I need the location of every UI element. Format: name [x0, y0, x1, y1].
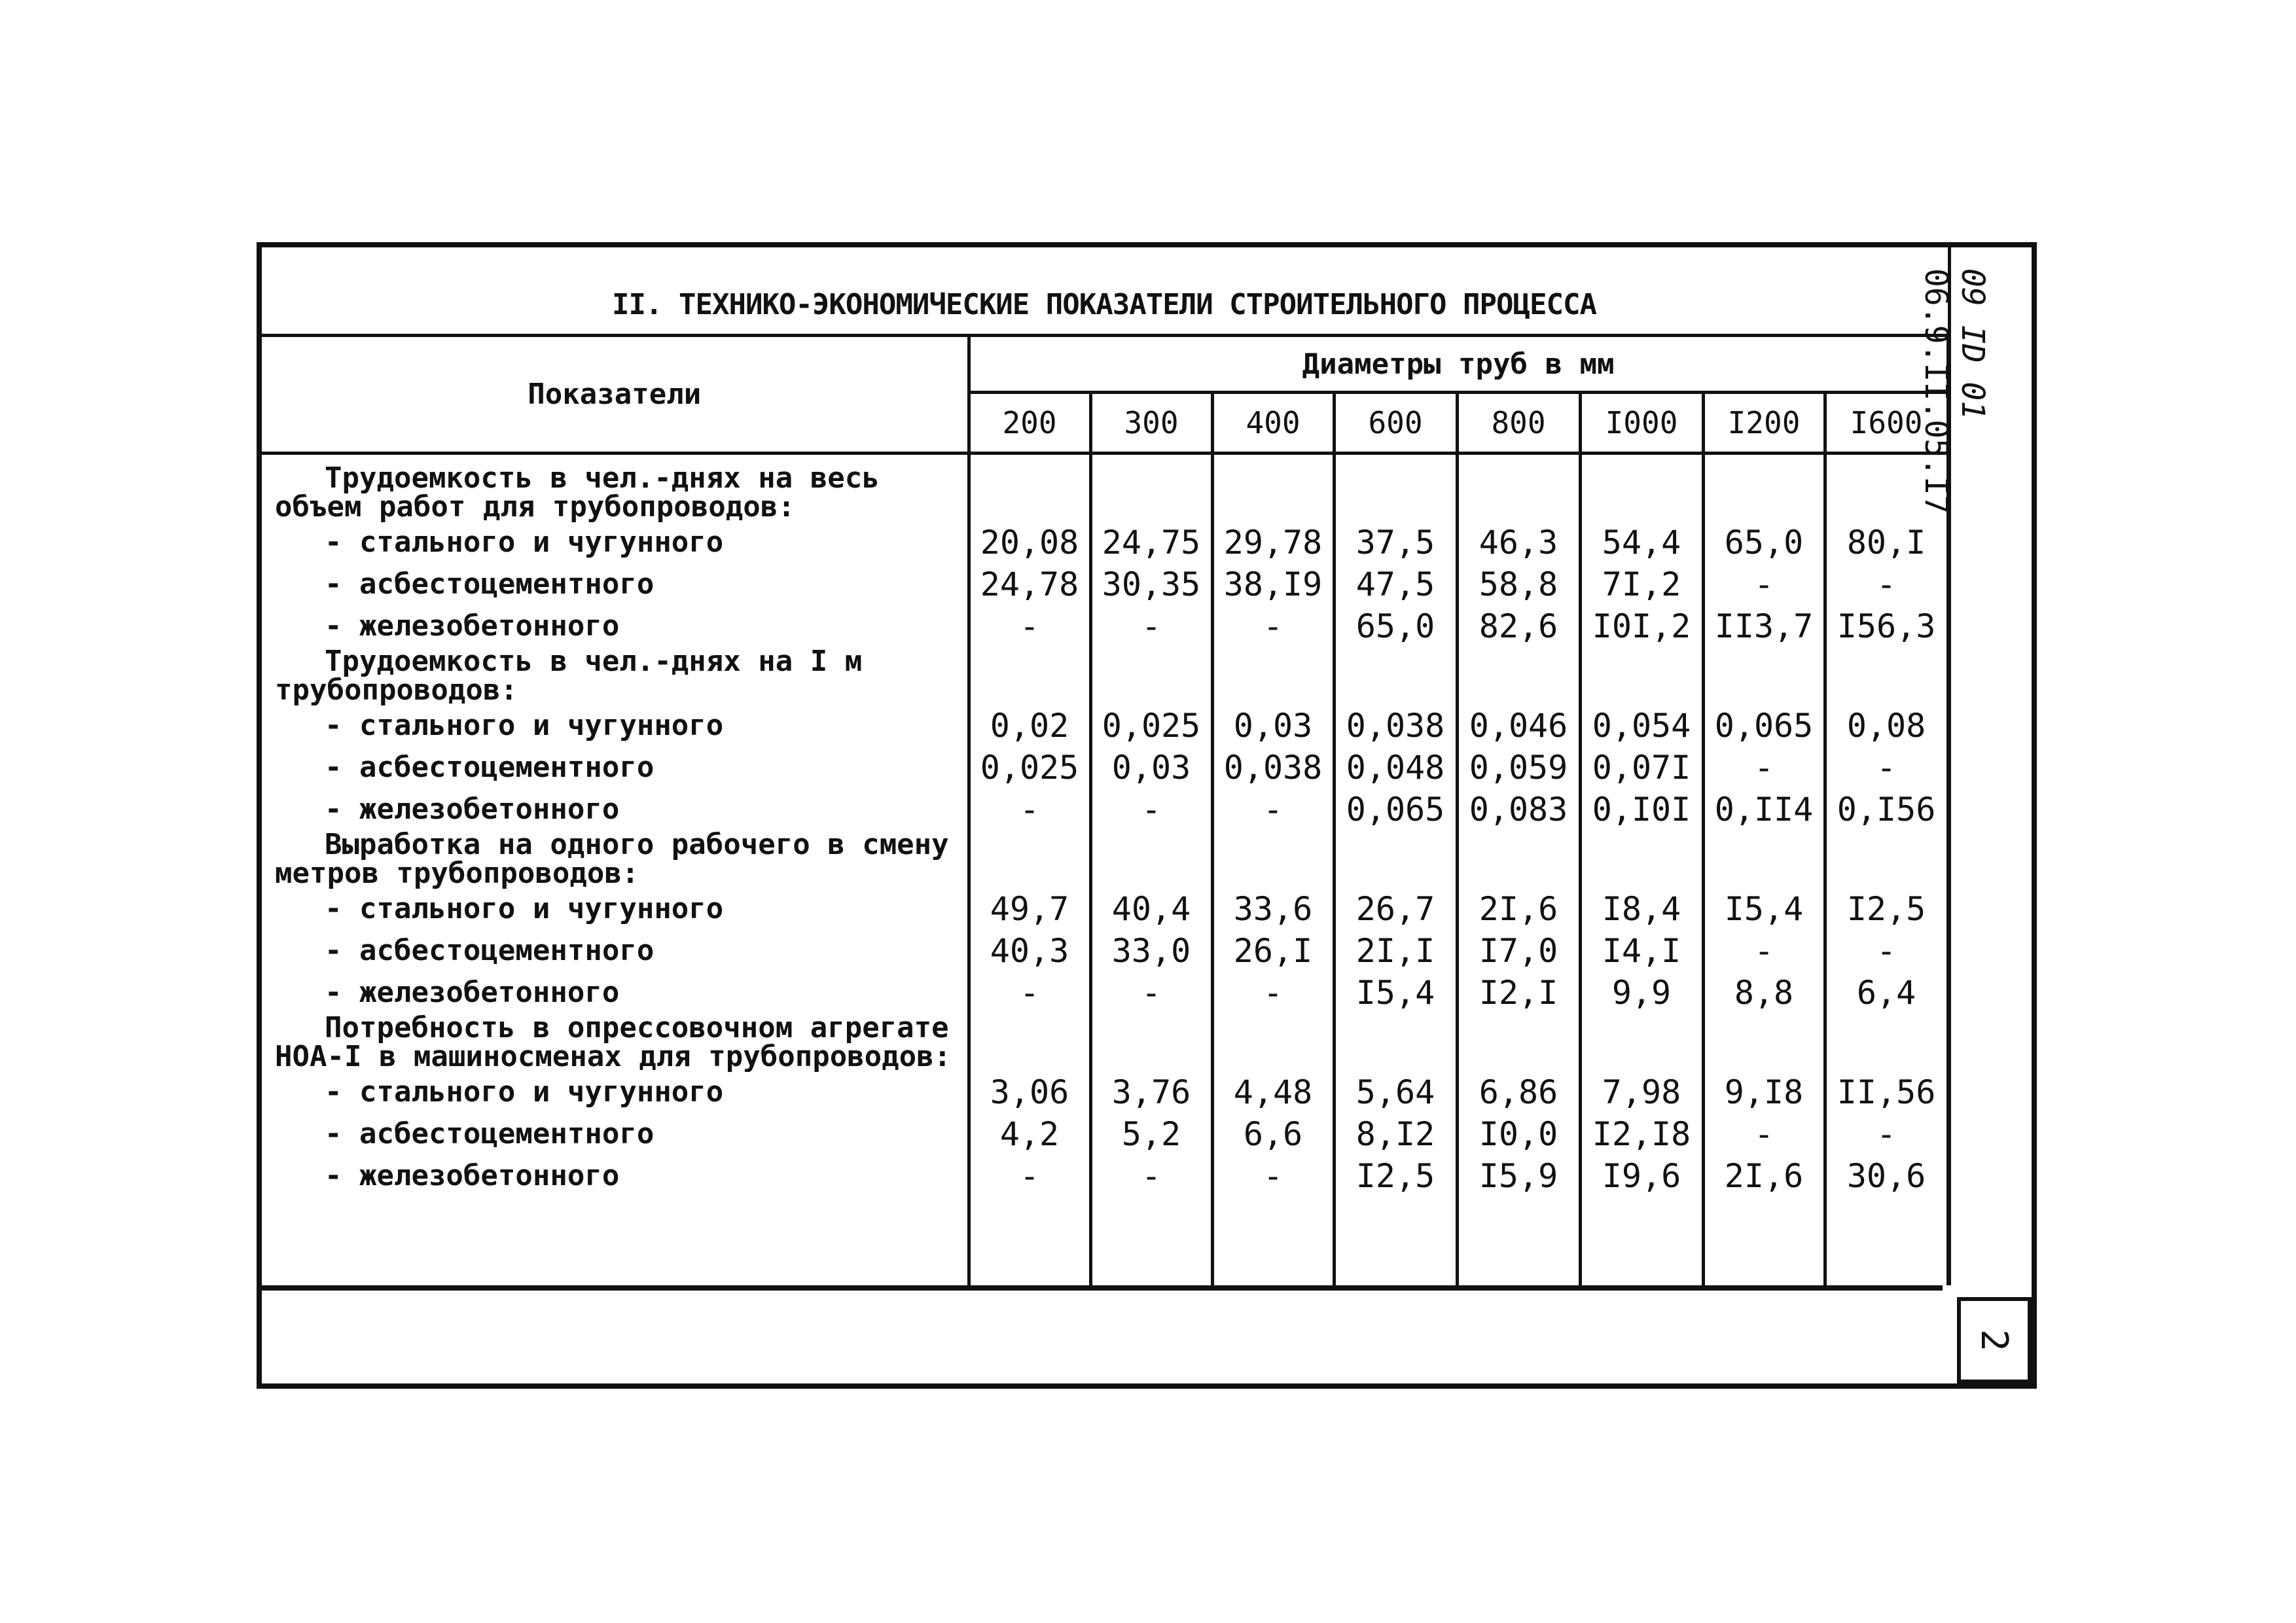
table-cell: 7,98 [1602, 1073, 1681, 1111]
table-cell: 0,I0I [1592, 791, 1691, 829]
spacer [1582, 1014, 1702, 1043]
values-column-1000 [1580, 454, 1703, 1286]
spacer [1705, 859, 1823, 888]
group-title-line: НОА-I в машиносменах для трубопроводов: [275, 1040, 952, 1073]
spacer [1336, 493, 1456, 522]
table-cell: 26,7 [1355, 890, 1435, 928]
group-title-line: трубопроводов: [275, 673, 518, 707]
table-cell: - [1876, 1115, 1897, 1153]
spacer [1092, 455, 1211, 464]
spacer [971, 455, 1089, 464]
spacer [262, 1197, 967, 1285]
table-cell: 46,3 [1479, 524, 1558, 562]
spacer [1336, 830, 1456, 859]
table-cell: 65,0 [1724, 524, 1804, 562]
spacer [1336, 647, 1456, 676]
spacer [971, 493, 1089, 522]
spacer [1214, 1197, 1333, 1285]
spacer [1705, 1197, 1823, 1285]
table-cell: - [1141, 1157, 1162, 1195]
table-cell: I2,5 [1355, 1157, 1435, 1195]
values-column-200 [969, 454, 1090, 1286]
table-cell: 65,0 [1355, 607, 1435, 645]
table-cell: - [1876, 749, 1897, 787]
values-column-400 [1212, 454, 1334, 1286]
row-label: - железобетонного [325, 1159, 620, 1192]
table-cell: 6,6 [1243, 1115, 1303, 1153]
labels-column [262, 454, 969, 1286]
spacer [1459, 1197, 1579, 1285]
row-label: - стального и чугунного [325, 709, 724, 742]
spacer [1092, 1014, 1211, 1043]
table-cell: I8,4 [1602, 890, 1681, 928]
spacer [971, 830, 1089, 859]
row-label: - железобетонного [325, 976, 620, 1009]
table-cell: 30,6 [1846, 1157, 1926, 1195]
table-cell: 40,3 [990, 932, 1069, 970]
spacer [1214, 830, 1333, 859]
spacer [1459, 493, 1579, 522]
table-cell: 26,I [1233, 932, 1313, 970]
table-cell: - [1876, 565, 1897, 603]
spacer [1582, 1043, 1702, 1071]
spacer [1214, 1043, 1333, 1071]
table-cell: 0,048 [1346, 749, 1445, 787]
spacer [1092, 859, 1211, 888]
table-cell: 0,038 [1223, 749, 1323, 787]
table-cell: 0,054 [1592, 707, 1691, 745]
table-cell: 7I,2 [1602, 565, 1681, 603]
column-header: 300 [1090, 393, 1212, 454]
row-label: - стального и чугунного [325, 1075, 724, 1109]
table-cell: 82,6 [1479, 607, 1558, 645]
spacer [1459, 859, 1579, 888]
table-cell: 24,78 [980, 565, 1079, 603]
table-cell: 0,03 [1111, 749, 1191, 787]
section-title: II. ТЕХНИКО-ЭКОНОМИЧЕСКИЕ ПОКАЗАТЕЛИ СТРОИТЕЛЬНОГО ПРОЦЕССА [612, 288, 1596, 321]
indicators-table [262, 334, 1950, 1285]
spacer [971, 1043, 1089, 1071]
row-label: - асбестоцементного [325, 934, 655, 967]
table-bottom-border [257, 1285, 1943, 1291]
group-title-line: Выработка на одного рабочего в смену [325, 828, 949, 861]
table-cell: 8,8 [1734, 974, 1794, 1012]
spacer [1336, 464, 1456, 493]
row-label: - железобетонного [325, 793, 620, 826]
spacer [1336, 1197, 1456, 1285]
table-cell: - [1141, 607, 1162, 645]
spacer [1705, 1014, 1823, 1043]
table-cell: 0,059 [1469, 749, 1568, 787]
spacer [1582, 859, 1702, 888]
table-cell: - [1753, 1115, 1774, 1153]
group-title-line: Трудоемкость в чел.-днях на I м [325, 645, 863, 678]
table-cell: I0,0 [1479, 1115, 1558, 1153]
spacer [1582, 1197, 1702, 1285]
spacer [1582, 464, 1702, 493]
group-title-line: метров трубопроводов: [275, 857, 639, 890]
table-cell: - [1753, 932, 1774, 970]
spacer [1092, 647, 1211, 676]
spacer [1582, 647, 1702, 676]
table-cell: 3,76 [1111, 1073, 1191, 1111]
table-cell: - [1263, 1157, 1283, 1195]
spacer [1336, 1014, 1456, 1043]
table-cell: 33,6 [1233, 890, 1313, 928]
table-cell: 33,0 [1111, 932, 1191, 970]
column-header: I600 [1825, 393, 1948, 454]
page-number-box [1957, 1297, 2032, 1383]
page-number: 2 [1973, 1329, 2016, 1351]
spacer [1705, 455, 1823, 464]
spacer [1705, 493, 1823, 522]
table-cell: 5,64 [1355, 1073, 1435, 1111]
spacer [1214, 647, 1333, 676]
table-cell: 37,5 [1355, 524, 1435, 562]
table-cell: 24,75 [1102, 524, 1201, 562]
spacer [971, 1014, 1089, 1043]
spacer [1827, 830, 1946, 859]
table-cell: 5,2 [1121, 1115, 1181, 1153]
row-label: - асбестоцементного [325, 567, 655, 601]
spacer [1459, 830, 1579, 859]
table-cell: 9,9 [1611, 974, 1672, 1012]
row-label: - асбестоцементного [325, 751, 655, 784]
spacer [1827, 1043, 1946, 1071]
table-cell: - [1753, 565, 1774, 603]
table-cell: - [1019, 974, 1040, 1012]
values-column-1600 [1825, 454, 1948, 1286]
table-cell: 0,02 [990, 707, 1069, 745]
table-cell: 0,I56 [1837, 791, 1936, 829]
code-printed: 06.9.II.05.I7 [1918, 268, 1954, 514]
table-cell: 0,025 [980, 749, 1079, 787]
row-label: - стального и чугунного [325, 526, 724, 559]
table-cell: 4,2 [999, 1115, 1060, 1153]
spacer [1705, 830, 1823, 859]
table-cell: I2,5 [1846, 890, 1926, 928]
table-cell: I2,I [1479, 974, 1558, 1012]
table-cell: - [1263, 974, 1283, 1012]
table-cell: 2I,I [1355, 932, 1435, 970]
table-cell: 38,I9 [1223, 565, 1323, 603]
table-cell: II3,7 [1714, 607, 1814, 645]
column-header: I000 [1580, 393, 1703, 454]
spacer [1459, 647, 1579, 676]
table-cell: 4,48 [1233, 1073, 1313, 1111]
code-handwritten: 09 ID 01 [1954, 268, 1991, 420]
spacer [1705, 464, 1823, 493]
table-cell: 2I,6 [1724, 1157, 1804, 1195]
spacer [1214, 1014, 1333, 1043]
table-cell: 0,07I [1592, 749, 1691, 787]
table-cell: 30,35 [1102, 565, 1201, 603]
spacer [971, 676, 1089, 705]
spacer [1092, 493, 1211, 522]
table-cell: - [1019, 607, 1040, 645]
table-cell: 0,046 [1469, 707, 1568, 745]
column-header: 800 [1457, 393, 1580, 454]
column-header: 200 [969, 393, 1090, 454]
spacer [1336, 859, 1456, 888]
table-cell: 3,06 [990, 1073, 1069, 1111]
spacer [1092, 464, 1211, 493]
spacer [1827, 1197, 1946, 1285]
values-column-1200 [1703, 454, 1825, 1286]
spacer [1459, 464, 1579, 493]
group-title-line: объем работ для трубопроводов: [275, 490, 795, 524]
table-cell: 80,I [1846, 524, 1926, 562]
table-cell: 8,I2 [1355, 1115, 1435, 1153]
table-cell: I9,6 [1602, 1157, 1681, 1195]
group-title-line: Потребность в опрессовочном агрегате [325, 1011, 949, 1044]
header-indicators: Показатели [262, 336, 969, 454]
table-cell: 29,78 [1223, 524, 1323, 562]
spacer [1582, 676, 1702, 705]
values-column-800 [1457, 454, 1580, 1286]
table-cell: 54,4 [1602, 524, 1681, 562]
spacer [1214, 676, 1333, 705]
spacer [1827, 676, 1946, 705]
spacer [1705, 1043, 1823, 1071]
table-cell: - [1019, 1157, 1040, 1195]
document-frame [257, 242, 2037, 1389]
values-column-300 [1090, 454, 1212, 1286]
row-label: - железобетонного [325, 609, 620, 643]
spacer [1092, 1043, 1211, 1071]
table-cell: I5,9 [1479, 1157, 1558, 1195]
table-cell: 20,08 [980, 524, 1079, 562]
spacer [1336, 1043, 1456, 1071]
table-cell: - [1263, 607, 1283, 645]
table-cell: I56,3 [1837, 607, 1936, 645]
table-cell: 9,I8 [1724, 1073, 1804, 1111]
table-cell: 0,025 [1102, 707, 1201, 745]
row-label: - асбестоцементного [325, 1117, 655, 1150]
header-diameters: Диаметры труб в мм [969, 336, 1948, 393]
table-cell: 47,5 [1355, 565, 1435, 603]
spacer [1336, 676, 1456, 705]
spacer [1336, 455, 1456, 464]
table-cell: 6,86 [1479, 1073, 1558, 1111]
group-title-line: Трудоемкость в чел.-днях на весь [325, 461, 880, 495]
spacer [1214, 859, 1333, 888]
document-code [1918, 268, 1991, 514]
spacer [1582, 455, 1702, 464]
spacer [1214, 455, 1333, 464]
table-cell: 0,08 [1846, 707, 1926, 745]
table-cell: - [1019, 791, 1040, 829]
spacer [971, 464, 1089, 493]
spacer [1214, 464, 1333, 493]
table-cell: 58,8 [1479, 565, 1558, 603]
spacer [1459, 676, 1579, 705]
table-cell: 2I,6 [1479, 890, 1558, 928]
column-header: I200 [1703, 393, 1825, 454]
table-cell: 49,7 [990, 890, 1069, 928]
spacer [1092, 1197, 1211, 1285]
table-cell: - [1263, 791, 1283, 829]
spacer [1092, 830, 1211, 859]
table-cell: I0I,2 [1592, 607, 1691, 645]
spacer [971, 859, 1089, 888]
values-column-600 [1334, 454, 1457, 1286]
table-cell: 0,II4 [1714, 791, 1814, 829]
column-header: 600 [1334, 393, 1457, 454]
table-cell: 0,083 [1469, 791, 1568, 829]
spacer [1092, 676, 1211, 705]
spacer [1459, 455, 1579, 464]
spacer [1214, 493, 1333, 522]
table-cell: 6,4 [1856, 974, 1916, 1012]
table-cell: I7,0 [1479, 932, 1558, 970]
table-cell: II,56 [1837, 1073, 1936, 1111]
spacer [1827, 859, 1946, 888]
table-cell: I5,4 [1355, 974, 1435, 1012]
table-cell: - [1876, 932, 1897, 970]
spacer [1582, 830, 1702, 859]
spacer [1827, 647, 1946, 676]
table-cell: 0,038 [1346, 707, 1445, 745]
spacer [1459, 1014, 1579, 1043]
row-label: - стального и чугунного [325, 892, 724, 925]
table-cell: 0,03 [1233, 707, 1313, 745]
spacer [1582, 493, 1702, 522]
table-cell: - [1141, 791, 1162, 829]
table-cell: 40,4 [1111, 890, 1191, 928]
table-cell: I2,I8 [1592, 1115, 1691, 1153]
column-header: 400 [1212, 393, 1334, 454]
spacer [971, 1197, 1089, 1285]
spacer [971, 647, 1089, 676]
spacer [1705, 676, 1823, 705]
table-cell: 0,065 [1346, 791, 1445, 829]
table-cell: - [1753, 749, 1774, 787]
table-cell: I5,4 [1724, 890, 1804, 928]
table-cell: - [1141, 974, 1162, 1012]
table-cell: 0,065 [1714, 707, 1814, 745]
spacer [1459, 1043, 1579, 1071]
spacer [1827, 1014, 1946, 1043]
table-cell: I4,I [1602, 932, 1681, 970]
spacer [1705, 647, 1823, 676]
